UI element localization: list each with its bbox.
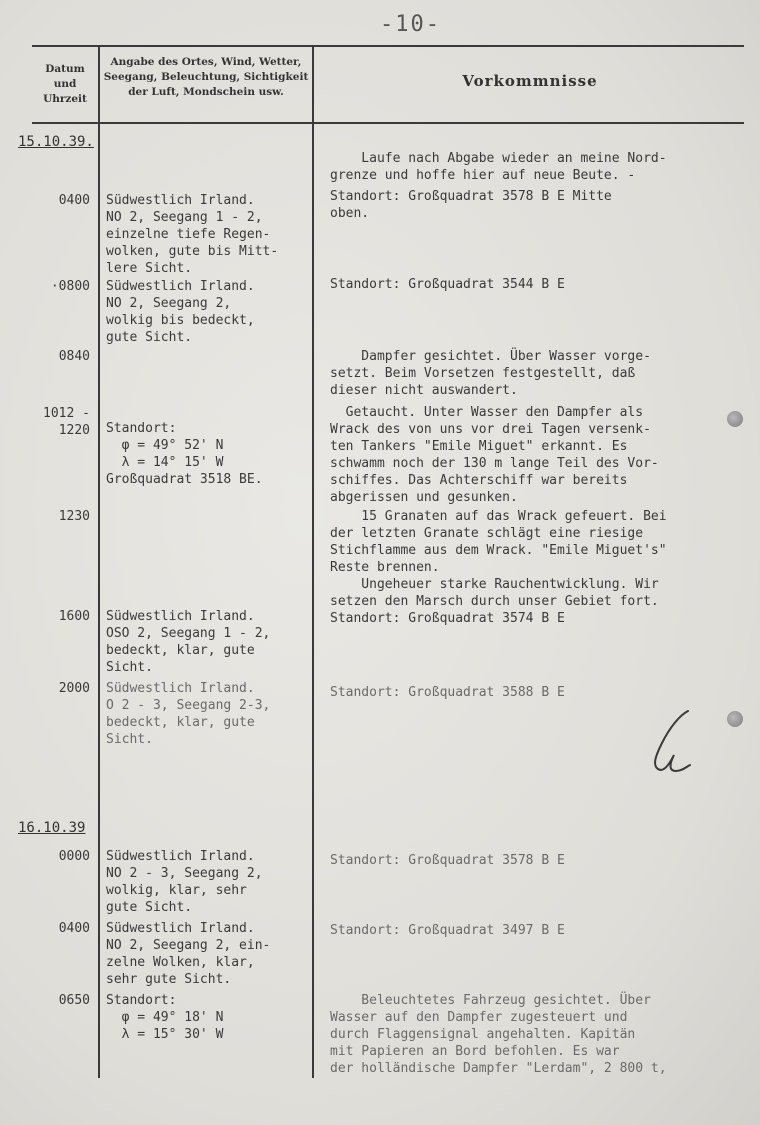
time-entry: 0400 (58, 193, 90, 208)
event-entry: Standort: Großquadrat 3497 B E (330, 923, 565, 938)
time-entry: 0000 (58, 849, 90, 864)
date-entry: 15.10.39. (18, 134, 94, 150)
header-events: Vorkommnisse (462, 72, 598, 90)
location-weather: Südwestlich Irland. NO 2 - 3, Seegang 2, wolkig, klar, sehr gute Sicht. (106, 849, 263, 915)
event-entry: Standort: Großquadrat 3578 B E Mitte oben. (330, 189, 612, 221)
time-entry: 1230 (58, 509, 90, 524)
punch-hole (727, 711, 743, 727)
location-weather: Südwestlich Irland. NO 2, Seegang 2, ein- zelne Wolken, klar, sehr gute Sicht. (106, 921, 271, 987)
event-entry: Standort: Großquadrat 3574 B E (330, 611, 565, 626)
event-entry: Getaucht. Unter Wasser den Dampfer als Wrack des von uns vor drei Tagen versenk- ten Tankers "Emile Miguet" erkannt. Es schwamm noch der 130 m lange Teil des Vor- schiffes. Das Achterschiff war bereits abgerissen und gesunken. (330, 405, 659, 505)
event-entry: Standort: Großquadrat 3544 B E (330, 277, 565, 292)
event-entry: Laufe nach Abgabe wieder an meine Nord- grenze und hoffe hier auf neue Beute. - (330, 151, 667, 183)
time-entry: 0400 (58, 921, 90, 936)
time-entry: ·0800 (50, 279, 90, 294)
table-top-rule (32, 45, 744, 47)
location-weather: Südwestlich Irland. O 2 - 3, Seegang 2-3, bedeckt, klar, gute Sicht. (106, 681, 271, 747)
location-weather: Südwestlich Irland. NO 2, Seegang 2, wolkig bis bedeckt, gute Sicht. (106, 279, 255, 345)
page-number: -10- (380, 12, 441, 37)
event-entry: Standort: Großquadrat 3588 B E (330, 685, 565, 700)
header-bottom-rule (32, 122, 744, 124)
location-weather: Standort: φ = 49° 18' N λ = 15° 30' W (106, 993, 224, 1042)
time-entry: 1012 - 1220 (43, 406, 90, 438)
date-entry: 16.10.39 (18, 820, 86, 836)
time-entry: 1600 (58, 609, 90, 624)
event-entry: Standort: Großquadrat 3578 B E (330, 853, 565, 868)
location-weather: Standort: φ = 49° 52' N λ = 14° 15' W Großquadrat 3518 BE. (106, 421, 263, 487)
column-divider-date (98, 46, 100, 1078)
location-weather: Südwestlich Irland. NO 2, Seegang 1 - 2, einzelne tiefe Regen- wolken, gute bis Mitt- lere Sicht. (106, 193, 279, 276)
handwritten-signature (640, 705, 700, 780)
punch-hole (727, 411, 743, 427)
time-entry: 2000 (58, 681, 90, 696)
location-weather: Südwestlich Irland. OSO 2, Seegang 1 - 2, bedeckt, klar, gute Sicht. (106, 609, 271, 675)
column-divider-location (312, 46, 314, 1078)
event-entry: 15 Granaten auf das Wrack gefeuert. Bei der letzten Granate schlägt eine riesige Stichflamme aus dem Wrack. "Emile Miguet's" Reste brennen. Ungeheuer starke Rauchentwicklung. Wir setzen den Marsch durch unser Gebiet fort. (330, 509, 667, 609)
event-entry: Beleuchtetes Fahrzeug gesichtet. Über Wasser auf den Dampfer zugesteuert und durch Flaggensignal angehalten. Kapitän mit Papieren an Bord befohlen. Es war der holländische Dampfer "Lerdam", 2 800 t, (330, 993, 667, 1076)
header-location: Angabe des Ortes, Wind, Wetter, Seegang, Beleuchtung, Sichtigkeit der Luft, Mondschein usw. (103, 56, 309, 98)
event-entry: Dampfer gesichtet. Über Wasser vorge- setzt. Beim Vorsetzen festgestellt, daß dieser nicht auswandert. (330, 349, 651, 398)
time-entry: 0650 (58, 993, 90, 1008)
time-entry: 0840 (58, 349, 90, 364)
header-date-time: Datum und Uhrzeit (43, 63, 87, 105)
